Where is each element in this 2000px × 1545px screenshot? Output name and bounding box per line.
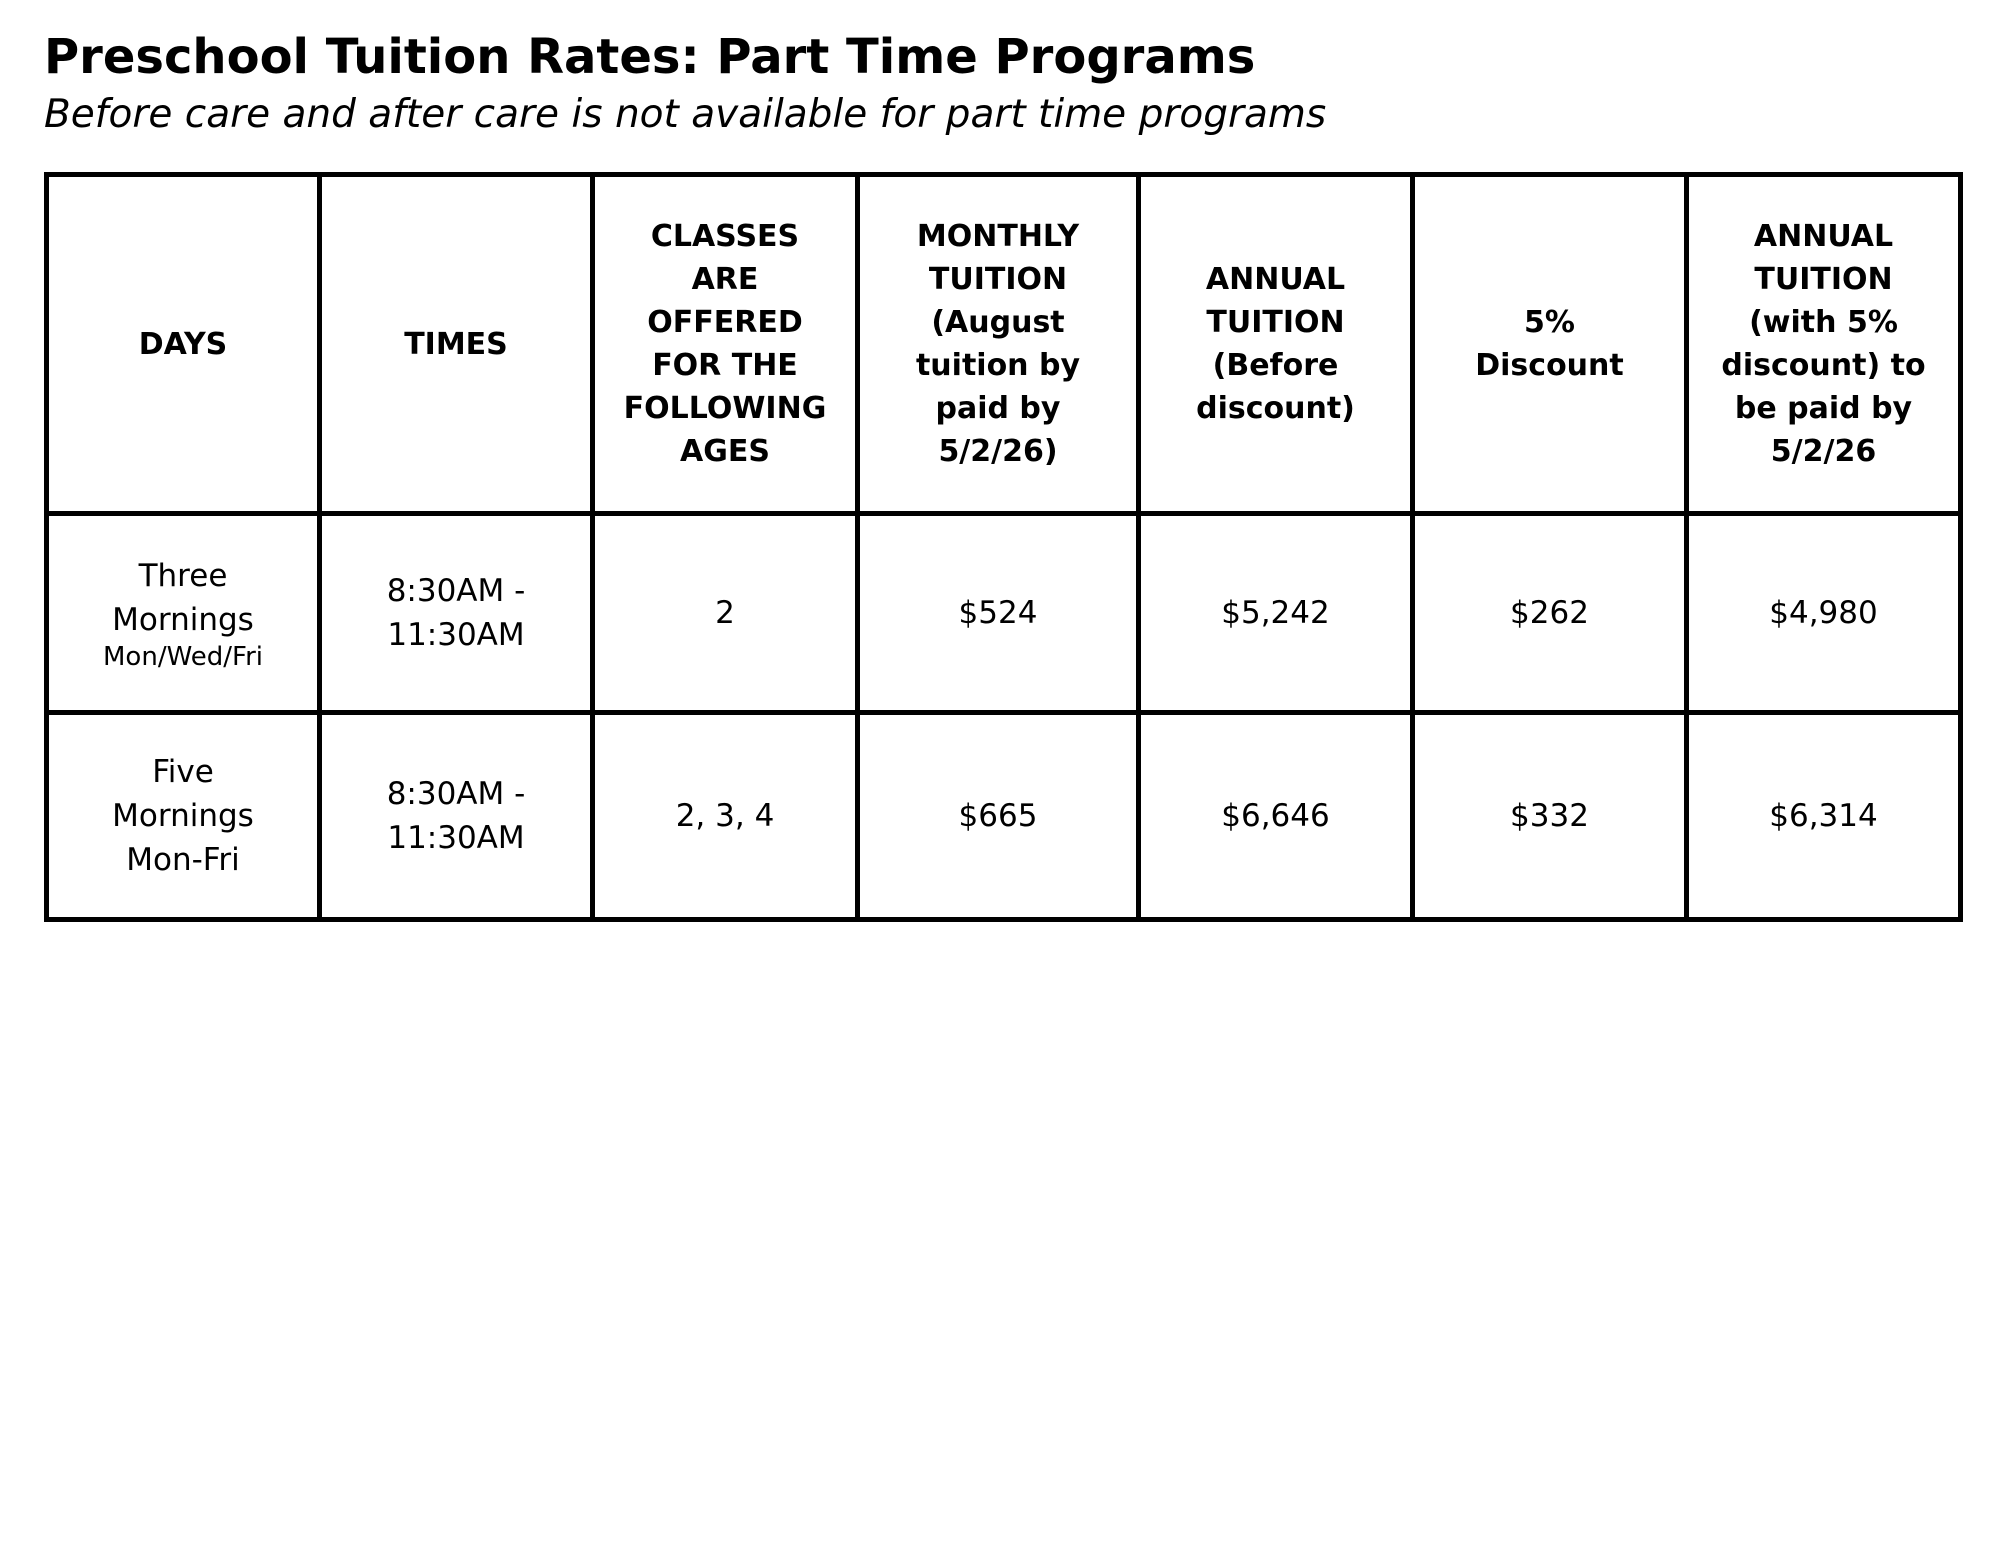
- cell-times: 8:30AM - 11:30AM: [320, 514, 593, 713]
- cell-days: [47, 713, 320, 920]
- cell-annual-tuition: $5,242: [1139, 514, 1413, 713]
- days-detail: Mon-Fri: [126, 842, 240, 878]
- cell-monthly-tuition: $524: [858, 514, 1139, 713]
- cell-monthly-tuition: $665: [858, 713, 1139, 920]
- header-annual-tuition: ANNUAL TUITION (Before discount): [1139, 175, 1413, 514]
- cell-times: 8:30AM - 11:30AM: [320, 713, 593, 920]
- table-row: [47, 713, 1961, 920]
- table-row: [47, 514, 1961, 713]
- header-monthly-tuition: MONTHLY TUITION (August tuition by paid by 5/2/26): [858, 175, 1139, 514]
- days-label: Three Mornings: [112, 558, 254, 638]
- cell-ages: 2, 3, 4: [593, 713, 858, 920]
- header-times: TIMES: [320, 175, 593, 514]
- days-detail: Mon/Wed/Fri: [103, 642, 263, 672]
- header-annual-tuition-discounted: ANNUAL TUITION (with 5% discount) to be paid by 5/2/26: [1687, 175, 1961, 514]
- cell-days: [47, 514, 320, 713]
- cell-annual-tuition: $6,646: [1139, 713, 1413, 920]
- cell-discount: $332: [1413, 713, 1687, 920]
- header-discount: 5% Discount: [1413, 175, 1687, 514]
- header-days: DAYS: [47, 175, 320, 514]
- days-label: Five Mornings: [112, 754, 254, 834]
- table-header-row: [47, 175, 1961, 514]
- page-subtitle: Before care and after care is not available for part time programs: [44, 92, 1327, 137]
- cell-annual-tuition-discounted: $4,980: [1687, 514, 1961, 713]
- header-ages: CLASSES ARE OFFERED FOR THE FOLLOWING AGES: [593, 175, 858, 514]
- cell-ages: 2: [593, 514, 858, 713]
- page-title: Preschool Tuition Rates: Part Time Programs: [44, 29, 1256, 85]
- cell-annual-tuition-discounted: $6,314: [1687, 713, 1961, 920]
- cell-discount: $262: [1413, 514, 1687, 713]
- tuition-rates-table: [44, 172, 1963, 922]
